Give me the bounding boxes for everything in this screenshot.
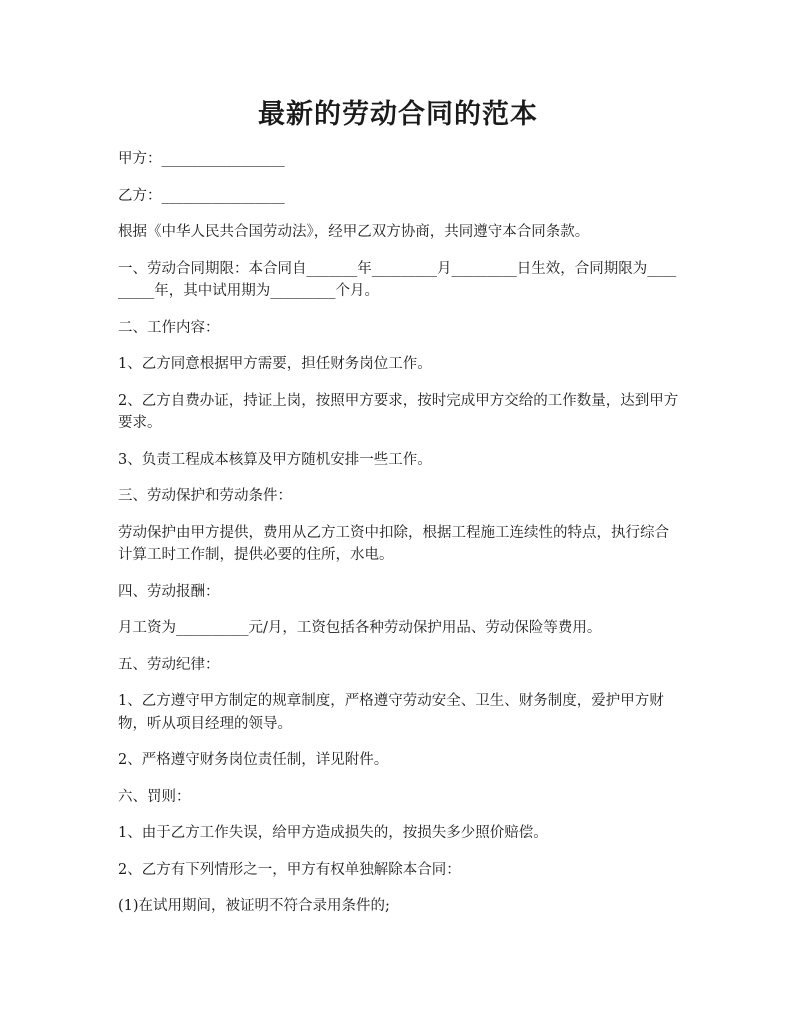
section-heading-protection: 三、劳动保护和劳动条件： — [118, 488, 292, 504]
discipline-item-1: 1、乙方遵守甲方制定的规章制度，严格遵守劳动安全、卫生、财务制度，爱护甲方财物，听从项目经理的领导。 — [118, 693, 664, 732]
work-item-3: 3、负责工程成本核算及甲方随机安排一些工作。 — [118, 451, 432, 468]
preamble-paragraph: 根据《中华人民共合国劳动法》，经甲乙双方协商，共同遵守本合同条款。 — [118, 224, 590, 240]
work-item-2: 2、乙方自费办证，持证上岗，按照甲方要求，按时完成甲方交给的工作数量，达到甲方要求。 — [118, 392, 679, 431]
penalty-subitem-1: (1)在试用期间，被证明不符合录用条件的; — [118, 898, 390, 914]
document-title: 最新的劳动合同的范本 — [258, 99, 538, 130]
party-b-line: 乙方：_________________ — [118, 187, 285, 204]
section-heading-penalty: 六、罚则： — [118, 788, 191, 805]
discipline-item-2: 2、严格遵守财务岗位责任制，详见附件。 — [118, 752, 389, 768]
section-heading-work: 二、工作内容： — [118, 319, 220, 336]
section-heading-discipline: 五、劳动纪律： — [118, 656, 220, 673]
document-body — [118, 148, 682, 932]
section-heading-pay: 四、劳动报酬： — [118, 583, 220, 600]
protection-paragraph: 劳动保护由甲方提供，费用从乙方工资中扣除，根据工程施工连续性的特点，执行综合计算工时工作制，提供必要的住所，水电。 — [118, 524, 669, 563]
pay-paragraph: 月工资为__________元/月，工资包括各种劳动保护用品、劳动保险等费用。 — [118, 620, 602, 636]
term-clause: 一、劳动合同期限：本合同自_______年_________月_________日生效，合同期限为_________年，其中试用期为_________个月。 — [118, 260, 677, 299]
work-item-1: 1、乙方同意根据甲方需要，担任财务岗位工作。 — [118, 356, 432, 372]
party-a-line: 甲方：_________________ — [118, 151, 285, 167]
penalty-item-2: 2、乙方有下列情形之一，甲方有权单独解除本合同： — [118, 861, 461, 878]
penalty-item-1: 1、由于乙方工作失误，给甲方造成损失的，按损失多少照价赔偿。 — [118, 825, 548, 841]
